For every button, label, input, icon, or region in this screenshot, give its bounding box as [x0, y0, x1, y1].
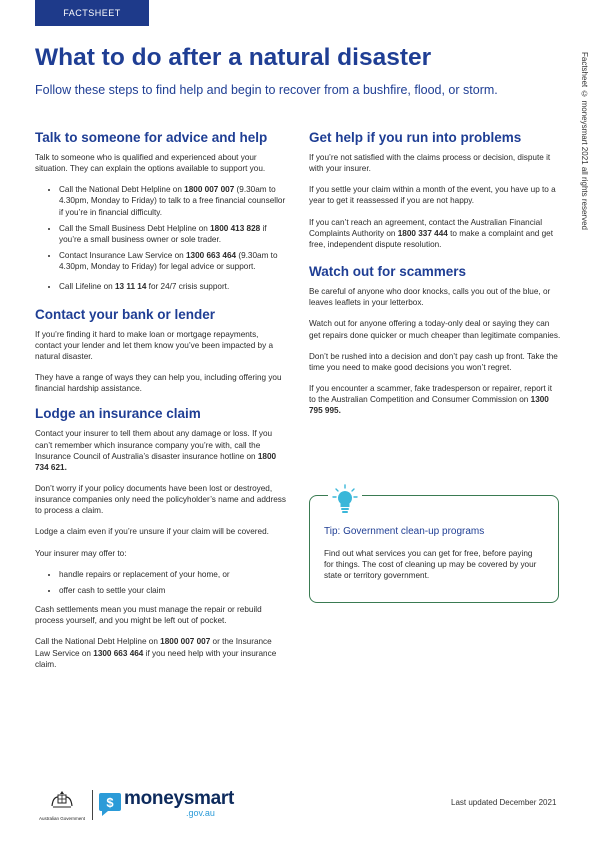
phone-number: 1800 337 444 [397, 228, 448, 238]
phone-number: 1300 795 995. [309, 395, 549, 416]
helpline-list [35, 184, 287, 292]
section-problems [309, 130, 561, 250]
phone-number: 1800 007 007 [160, 637, 211, 647]
talk-intro: Talk to someone who is qualified and experienced about your situation. They can explain the options available to support you. [35, 153, 266, 174]
left-column [35, 130, 287, 680]
scammers-paragraph: Don’t be rushed into a decision and don’t pay cash up front. Take the time you need to make good decisions you won’t regret. [309, 351, 558, 372]
problems-paragraph: If you can’t reach an agreement, contact the Australian Financial Complaints Authority on 1800 337 444 to make a complaint and get free, independent dispute resolution. [309, 217, 553, 249]
phone-number: 1300 663 464 [93, 648, 144, 658]
australian-government-logo [33, 790, 91, 821]
section-claim [35, 406, 287, 670]
page-subtitle: Follow these steps to find help and begin to recover from a bushfire, flood, or storm. [35, 83, 498, 97]
heading-scammers: Watch out for scammers [309, 264, 467, 280]
problems-paragraph: If you settle your claim within a month of the event, you have up to a year to get it reassessed if you are not happy. [309, 185, 556, 206]
claim-paragraph: Lodge a claim even if you’re unsure if your claim will be covered. [35, 527, 269, 537]
bank-paragraph: They have a range of ways they can help you, including offering you financial hardship assistance. [35, 373, 282, 394]
section-talk [35, 130, 287, 293]
factsheet-tab: FACTSHEET [35, 0, 149, 26]
list-item: • Contact Insurance Law Service on 1300 663 464 (9.30am to 4.30pm, Monday to Friday) for legal advice or support. [59, 250, 287, 272]
heading-claim: Lodge an insurance claim [35, 406, 201, 422]
copyright-side-text: Factsheet © moneysmart 2021 all rights reserved [580, 52, 589, 230]
last-updated: Last updated December 2021 [451, 798, 557, 807]
scammers-paragraph: Be careful of anyone who door knocks, calls you out of the blue, or leaves leaflets in your letterbox. [309, 287, 551, 308]
section-bank [35, 307, 287, 395]
bank-paragraph: If you’re finding it hard to make loan or mortgage repayments, contact your lender and let them know you’ve been impacted by a natural disaster. [35, 329, 274, 361]
phone-number: 1800 734 621. [35, 451, 277, 472]
claim-paragraph: Call the National Debt Helpline on 1800 007 007 or the Insurance Law Service on 1300 663 464 if you need help with your insurance claim. [35, 637, 277, 669]
list-item: • handle repairs or replacement of your home, or [59, 569, 287, 580]
tip-box [309, 495, 559, 603]
phone-number: 1300 663 464 [185, 251, 237, 261]
footer-divider [92, 790, 93, 820]
phone-number: 1800 007 007 [184, 185, 235, 195]
lightbulb-icon [328, 482, 362, 516]
brand-name: moneysmart [124, 788, 234, 809]
tip-text: Find out what services you can get for free, before paying for things. The cost of cleaning up may be covered by your state or territory government. [324, 549, 537, 581]
claim-paragraph: Your insurer may offer to: [35, 548, 127, 558]
phone-number: 13 11 14 [114, 282, 147, 292]
heading-problems: Get help if you run into problems [309, 130, 522, 145]
claim-paragraph: Cash settlements mean you must manage the repair or rebuild process yourself, and you might be left out of pocket. [35, 605, 262, 626]
heading-bank: Contact your bank or lender [35, 306, 216, 322]
phone-number: 1800 413 828 [210, 223, 261, 233]
claim-paragraph: Contact your insurer to tell them about any damage or loss. If you can’t remember which insurance company you’re with, call the Insurance Council of Australia’s disaster insurance hotline on 1800 734 621. [35, 429, 277, 472]
insurer-offer-list [35, 569, 287, 596]
page-title: What to do after a natural disaster [35, 44, 432, 71]
brand-domain: .gov.au [186, 808, 215, 818]
list-item: • Call the National Debt Helpline on 1800 007 007 (9.30am to 4.30pm, Monday to Friday) to talk to a free financial counsellor if you’re in financial difficulty. [59, 184, 287, 217]
section-scammers [309, 264, 561, 416]
scammers-paragraph: If you encounter a scammer, fake tradesperson or repairer, report it to the Australian Competition and Consumer Commission on 1300 795 995. [309, 384, 553, 416]
government-label: Australian Government [38, 816, 86, 821]
coat-of-arms-icon [49, 790, 75, 810]
heading-talk: Talk to someone for advice and help [35, 130, 268, 145]
problems-paragraph: If you’re not satisfied with the claims process or decision, dispute it with your insurer. [309, 153, 551, 174]
list-item: • offer cash to settle your claim [59, 585, 287, 596]
tip-title: Tip: Government clean-up programs [324, 526, 485, 537]
moneysmart-logo-icon [98, 791, 122, 822]
list-item: • Call Lifeline on 13 11 14 for 24/7 crisis support. [59, 281, 287, 292]
list-item: • Call the Small Business Debt Helpline on 1800 413 828 if you’re a small business owner or sole trader. [59, 223, 287, 245]
scammers-paragraph: Watch out for anyone offering a today-only deal or saying they can get repairs done quicker or much cheaper than legitimate companies. [309, 319, 561, 340]
claim-paragraph: Don’t worry if your policy documents have been lost or destroyed, insurance companies only need the policyholder’s name and address to process a claim. [35, 483, 286, 516]
svg-text:$: $ [106, 795, 114, 810]
right-column [309, 130, 561, 427]
